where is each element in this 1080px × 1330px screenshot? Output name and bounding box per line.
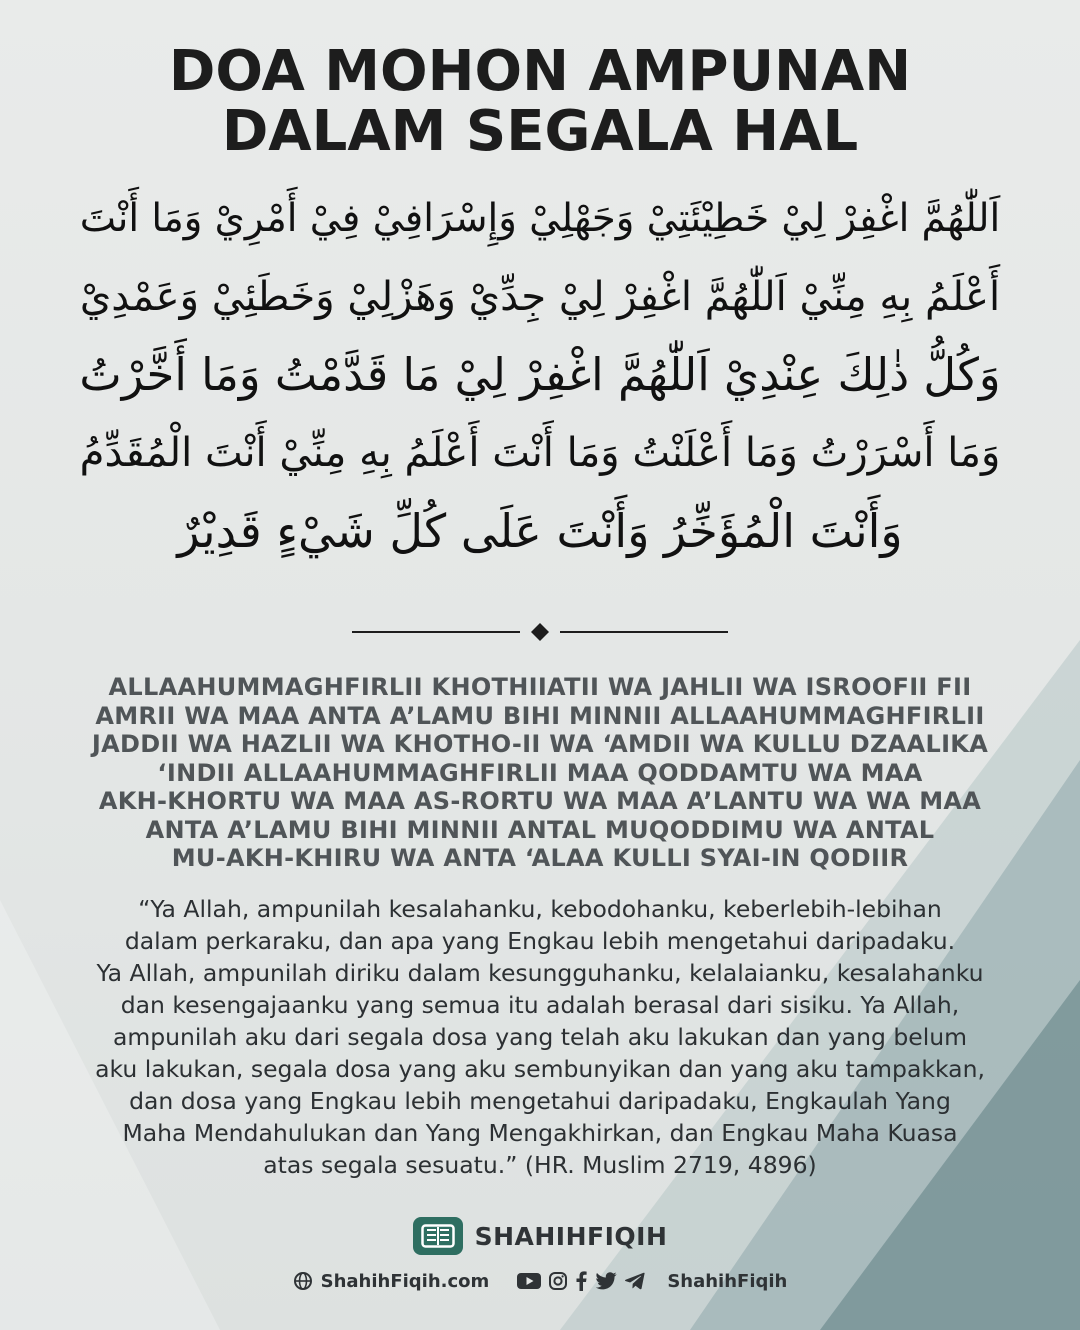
title-line-1: DOA MOHON AMPUNAN (168, 39, 912, 104)
ornament-divider (352, 620, 728, 644)
brand-name: SHAHIHFIQIH (474, 1221, 668, 1251)
youtube-icon[interactable] (517, 1272, 541, 1290)
website-link[interactable]: ShahihFiqih.com (320, 1270, 490, 1292)
page-title (0, 39, 1080, 164)
twitter-icon[interactable] (595, 1272, 617, 1290)
transliteration-line: ALLAAHUMMAGHFIRLII KHOTHIIATII WA JAHLII WA ISROOFII FII (108, 673, 972, 701)
arabic-prayer (70, 180, 1010, 570)
translation (30, 893, 1050, 1181)
translation-line: aku lakukan, segala dosa yang aku sembunyikan dan yang aku tampakkan, (95, 1055, 985, 1083)
transliteration-line: ‘INDII ALLAAHUMMAGHFIRLII MAA QODDAMTU WA MAA (157, 758, 923, 787)
social-handle[interactable]: ShahihFiqih (667, 1270, 788, 1292)
telegram-icon[interactable] (625, 1272, 645, 1290)
open-book-icon (413, 1217, 463, 1255)
arabic-line: وَمَا أَسْرَرْتُ وَمَا أَعْلَنْتُ وَمَا أَنْتَ أَعْلَمُ بِهِ مِنِّيْ أَنْتَ الْمُقَدِّمُ (79, 430, 1001, 476)
footer-social (0, 1266, 1080, 1296)
brand-logo (0, 1214, 1080, 1258)
arabic-line: اَللّٰهُمَّ اغْفِرْ لِيْ خَطِيْئَتِيْ وَجَهْلِيْ وَإِسْرَافِيْ فِيْ أَمْرِيْ وَمَا أَنْتَ (79, 196, 1001, 241)
translation-line: dalam perkaraku, dan apa yang Engkau lebih mengetahui daripadaku. (124, 927, 956, 955)
translation-line: atas segala sesuatu.” (HR. Muslim 2719, 4896) (263, 1151, 817, 1179)
translation-line: Maha Mendahulukan dan Yang Mengakhirkan, dan Engkau Maha Kuasa (122, 1119, 958, 1147)
arabic-line: أَعْلَمُ بِهِ مِنِّيْ اَللّٰهُمَّ اغْفِرْ لِيْ جِدِّيْ وَهَزْلِيْ وَخَطَئِيْ وَعَمْدِيْ (79, 274, 1001, 320)
translation-line: dan kesengajaanku yang semua itu adalah berasal dari sisiku. Ya Allah, (120, 991, 960, 1019)
facebook-icon[interactable] (575, 1271, 587, 1291)
arabic-line: وَكُلُّ ذٰلِكَ عِنْدِيْ اَللّٰهُمَّ اغْفِرْ لِيْ مَا قَدَّمْتُ وَمَا أَخَّرْتُ (79, 348, 1001, 401)
instagram-icon[interactable] (549, 1272, 567, 1290)
transliteration (40, 673, 1040, 873)
transliteration-line: ANTA A’LAMU BIHI MINNII ANTAL MUQODDIMU WA ANTAL (145, 815, 935, 844)
title-line-2: DALAM SEGALA HAL (221, 99, 859, 164)
translation-line: Ya Allah, ampunilah diriku dalam kesungguhanku, kelalaianku, kesalahanku (96, 959, 984, 987)
transliteration-line: JADDII WA HAZLII WA KHOTHO-II WA ‘AMDII WA KULLU DZAALIKA (91, 730, 989, 758)
arabic-line: وَأَنْتَ الْمُؤَخِّرُ وَأَنْتَ عَلَى كُلِّ شَيْءٍ قَدِيْرٌ (177, 504, 903, 558)
translation-line: dan dosa yang Engkau lebih mengetahui daripadaku, Engkaulah Yang (129, 1087, 951, 1115)
transliteration-line: AKH-KHORTU WA MAA AS-RORTU WA MAA A’LANTU WA WA MAA (98, 787, 982, 815)
transliteration-line: MU-AKH-KHIRU WA ANTA ‘ALAA KULLI SYAI-IN QODIIR (171, 844, 909, 872)
translation-line: ampunilah aku dari segala dosa yang telah aku lakukan dan yang belum (112, 1023, 968, 1051)
transliteration-line: AMRII WA MAA ANTA A’LAMU BIHI MINNII ALLAAHUMMAGHFIRLII (95, 701, 985, 730)
globe-icon (293, 1271, 313, 1291)
translation-line: “Ya Allah, ampunilah kesalahanku, kebodohanku, keberlebih-lebihan (138, 895, 942, 923)
